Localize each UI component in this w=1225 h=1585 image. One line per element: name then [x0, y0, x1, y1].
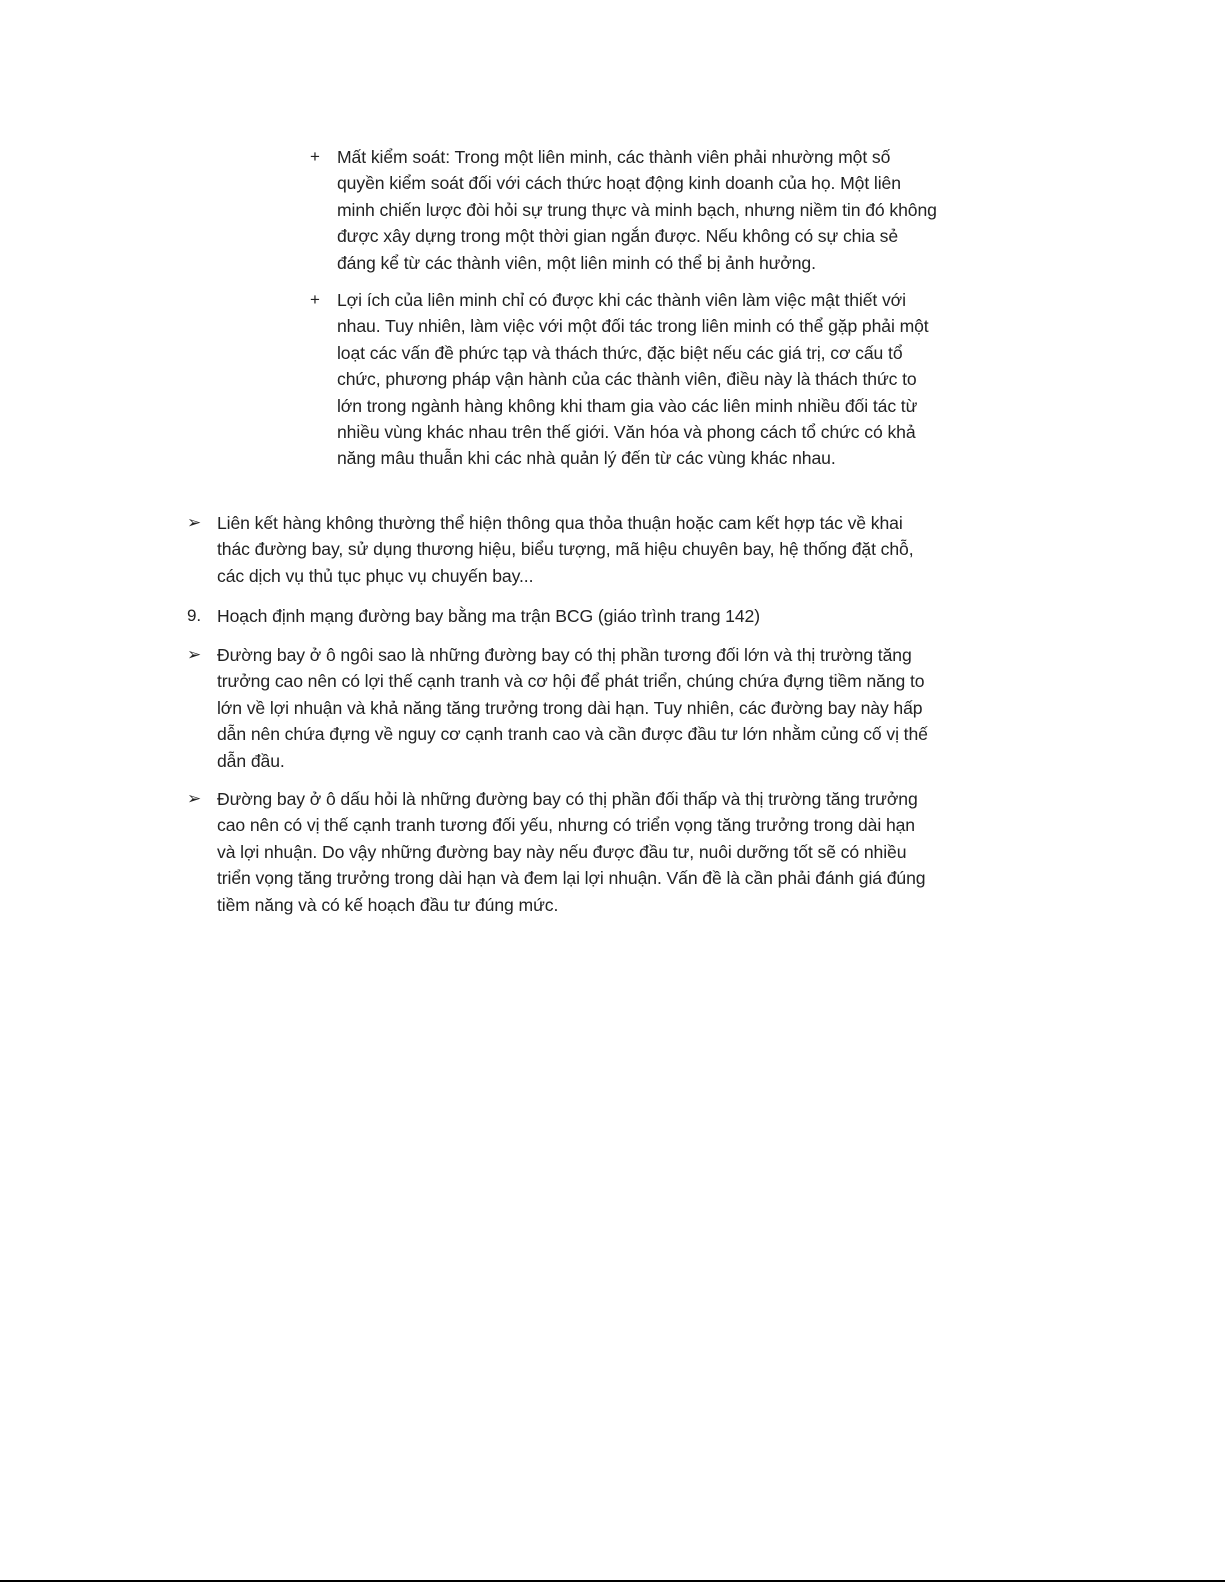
- bullet-star-routes: [187, 642, 937, 774]
- bullet-text: Liên kết hàng không thường thể hiện thông qua thỏa thuận hoặc cam kết hợp tác về khai thác đường bay, sử dụng thương hiệu, biểu tượng, mã hiệu chuyên bay, hệ thống đặt chỗ, các dịch vụ thủ tục phục vụ chuyến bay...: [217, 513, 914, 586]
- bullet-question-mark-routes: [187, 786, 937, 918]
- bullet-text: Đường bay ở ô dấu hỏi là những đường bay có thị phần đối thấp và thị trường tăng trưởng cao nên có vị thế cạnh tranh tương đối yếu, nhưng có triển vọng tăng trưởng trong dài hạn và lợi nhuận. Do vậy những đường bay này nếu được đầu tư, nuôi dưỡng tốt sẽ có nhiều triển vọng tăng trưởng trong dài hạn và đem lại lợi nhuận. Vấn đề là cần phải đánh giá đúng tiềm năng và có kế hoạch đầu tư đúng mức.: [217, 789, 926, 915]
- bullet-aviation-linkage: [187, 510, 937, 589]
- plus-bullet-marker: +: [310, 290, 320, 309]
- arrow-bullet-icon: ➢: [187, 645, 202, 664]
- arrow-bullet-icon: ➢: [187, 789, 202, 808]
- heading-text: Hoạch định mạng đường bay bằng ma trận BCG (giáo trình trang 142): [217, 606, 760, 626]
- bullet-text: Đường bay ở ô ngôi sao là những đường bay có thị phần tương đối lớn và thị trường tăng trưởng cao nên có lợi thế cạnh tranh và cơ hội để phát triển, chúng chứa đựng tiềm năng to lớn về lợi nhuận và khả năng tăng trưởng trong dài hạn. Tuy nhiên, các đường bay này hấp dẫn nên chứa đựng về nguy cơ cạnh tranh cao và cần được đầu tư lớn nhằm củng cố vị thế dẫn đầu.: [217, 645, 928, 771]
- plus-bullet-marker: +: [310, 147, 320, 166]
- sub-bullet-text: Lợi ích của liên minh chỉ có được khi các thành viên làm việc mật thiết với nhau. Tuy nhiên, làm việc với một đối tác trong liên minh có thể gặp phải một loạt các vấn đề phức tạp và thách thức, đặc biệt nếu các giá trị, cơ cấu tổ chức, phương pháp vận hành của các thành viên, điều này là thách thức to lớn trong ngành hàng không khi tham gia vào các liên minh nhiều đối tác từ nhiều vùng khác nhau trên thế giới. Văn hóa và phong cách tổ chức có khả năng mâu thuẫn khi các nhà quản lý đến từ các vùng khác nhau.: [337, 290, 929, 469]
- list-number: 9.: [187, 606, 201, 625]
- sub-bullet-loss-of-control: [310, 144, 937, 276]
- sub-bullet-text: Mất kiểm soát: Trong một liên minh, các thành viên phải nhường một số quyền kiểm soát đối với cách thức hoạt động kinh doanh của họ. Một liên minh chiến lược đòi hỏi sự trung thực và minh bạch, nhưng niềm tin đó không được xây dựng trong một thời gian ngắn được. Nếu không có sự chia sẻ đáng kể từ các thành viên, một liên minh có thể bị ảnh hưởng.: [337, 147, 937, 273]
- arrow-bullet-icon: ➢: [187, 513, 202, 532]
- sub-bullet-alliance-benefits: [310, 287, 937, 472]
- page-bottom-border: [0, 1580, 1225, 1582]
- numbered-heading-bcg: [187, 603, 937, 629]
